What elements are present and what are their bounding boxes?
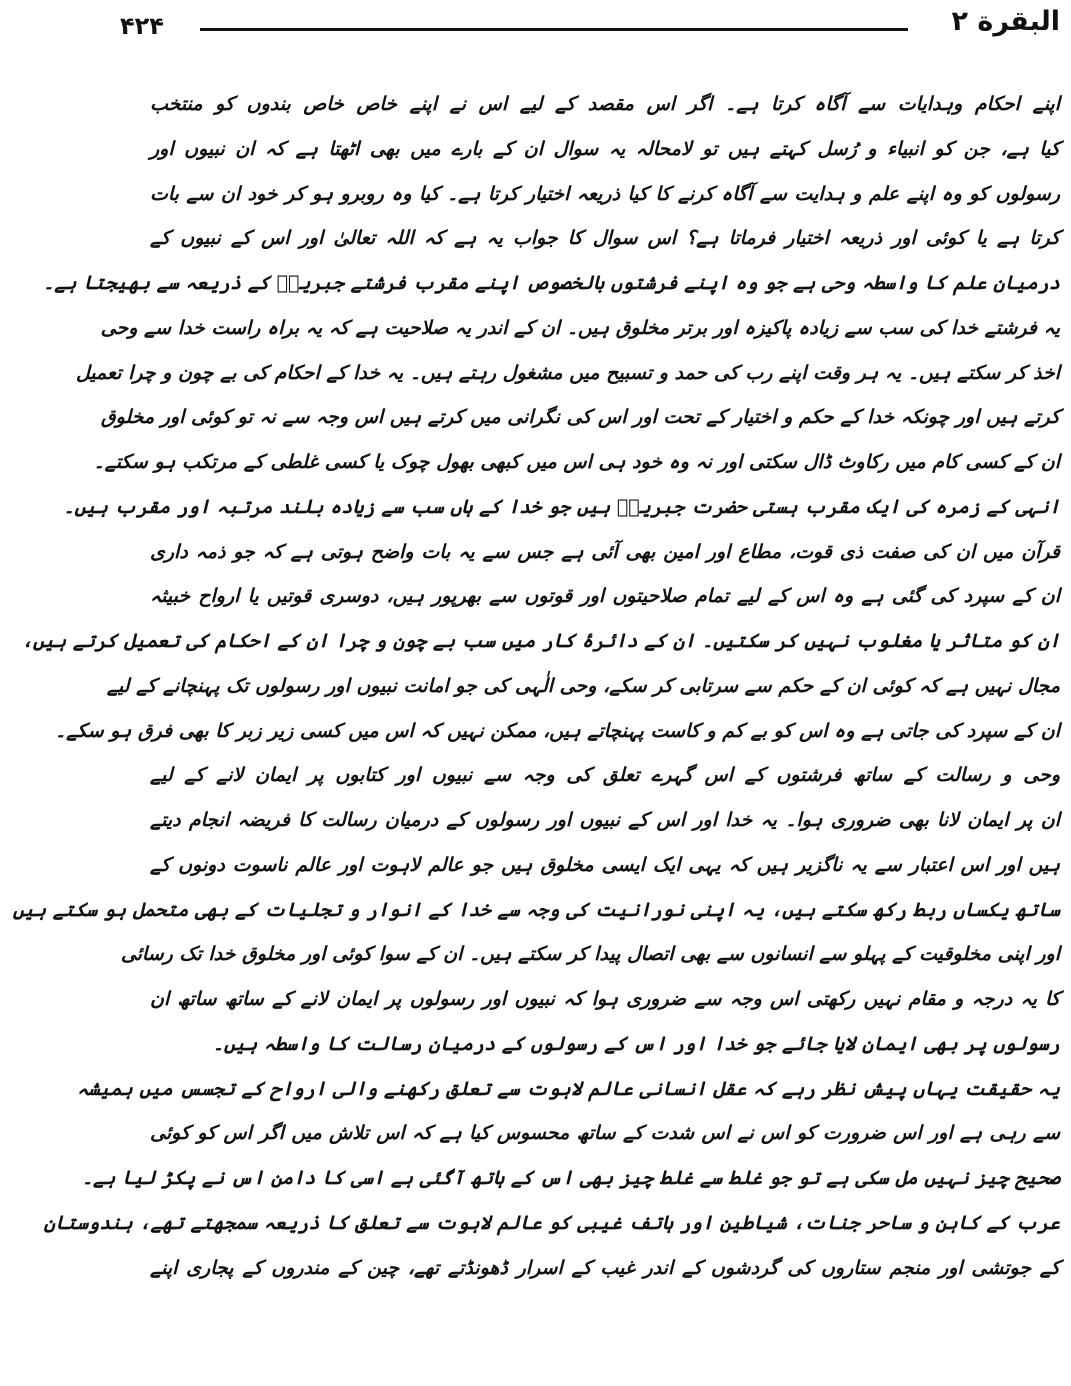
text-line: ان کے سپرد کی جاتی ہے وہ اس کو بے کم و کاست پہنچاتے ہیں، ممکن نہیں کہ اس میں کسی زیر زبر کا بھی فرق ہو سکے۔ — [55, 719, 1060, 742]
text-line: مجال نہیں ہے کہ کوئی ان کے حکم سے سرتابی کر سکے، وحی الٰہی کی جو امانت نبیوں اور رسولوں تک پہنچانے کے لیے — [106, 674, 1060, 697]
header-rule — [200, 28, 908, 31]
text-line: ان کے کسی کام میں رکاوٹ ڈال سکتی اور نہ وہ خود ہی اس میں کبھی بھول چوک یا کسی غلطی کے مرتکب ہو سکتے۔ — [93, 451, 1060, 473]
text-line: کیا ہے، جن کو انبیاء و رُسل کہتے ہیں تو لامحالہ یہ سوال ان کے بارے میں بھی اٹھتا ہے کہ ان نبیوں اور — [150, 137, 1060, 160]
running-title: البقرة ۲ — [951, 6, 1060, 37]
text-line: کرتا ہے یا کوئی اور ذریعہ اختیار فرماتا ہے؟ اس سوال کا جواب یہ ہے کہ اللہ تعالیٰ اور اس کے نبیوں کے — [150, 227, 1060, 250]
text-line: رسولوں کو وہ اپنے علم و ہدایت سے آگاہ کرنے کا کیا ذریعہ اختیار کرتا ہے۔ کیا وہ روبرو ہو کر خود ان سے بات — [150, 182, 1060, 205]
text-line: ہیں اور اس اعتبار سے یہ ناگزیر ہیں کہ یہی ایک ایسی مخلوق ہیں جو عالم لاہوت اور عالم ناسوت دونوں کے — [150, 853, 1060, 876]
text-line: اپنے احکام وہدایات سے آگاہ کرتا ہے۔ اگر اس مقصد کے لیے اس نے اپنے خاص خاص بندوں کو منتخب — [150, 93, 1060, 115]
text-line: اخذ کر سکتے ہیں۔ یہ ہر وقت اپنے رب کی حمد و تسبیح میں مشغول رہتے ہیں۔ یہ خدا کے احکام کی بے چون و چرا تعمیل — [75, 361, 1060, 384]
text-line: کرتے ہیں اور چونکہ خدا کے حکم و اختیار کے تحت اور اس کی نگرانی میں کرتے ہیں اس وجہ سے نہ تو کوئی اور مخلوق — [100, 406, 1060, 429]
text-line: ان کو متاثر یا مغلوب نہیں کر سکتیں۔ ان کے دائرۂ کار میں سب بے چون و چرا ان کے احکام کی تعمیل کرتے ہیں، — [21, 630, 1060, 652]
body-text — [12, 82, 1060, 1290]
text-line: سے رہی ہے اور اس ضرورت کو اس نے اس شدت کے ساتھ محسوس کیا ہے کہ اس تلاش میں اگر اس کو کوئی — [150, 1122, 1060, 1145]
text-line: قرآن میں ان کی صفت ذی قوت، مطاع اور امین بھی آئی ہے جس سے یہ بات واضح ہوتی ہے کہ جو ذمہ داری — [150, 540, 1060, 563]
text-line: صحیح چیز نہیں مل سکی ہے تو جو غلط سے غلط چیز بھی اس کے ہاتھ آگئی ہے اسی کا دامن اس نے پکڑ لیا ہے۔ — [81, 1167, 1060, 1189]
text-line: کے جوتشی اور منجم ستاروں کی گردشوں کے اندر غیب کے اسرار ڈھونڈتے تھے، چین کے مندروں کے پجاری اپنے — [150, 1256, 1060, 1279]
text-line: کا یہ درجہ و مقام نہیں رکھتی اس وجہ سے ضروری ہوا کہ نبیوں اور رسولوں پر ایمان لانے کے ساتھ ساتھ ان — [150, 988, 1060, 1010]
text-line: ان کے سپرد کی گئی ہے وہ اس کے لیے تمام صلاحیتوں اور قوتوں سے بھرپور ہیں، دوسری قوتیں یا ارواح خبیثہ — [150, 585, 1060, 608]
text-line: انہی کے زمرہ کی ایک مقرب ہستی حضرت جبریلؑ ہیں جو خدا کے ہاں سب سے زیادہ بلند مرتبہ اور مقرب ہیں۔ — [63, 495, 1060, 518]
text-line: رسولوں پر بھی ایمان لایا جائے جو خدا اور اس کے رسولوں کے درمیان رسالت کا واسطہ ہیں۔ — [212, 1032, 1060, 1055]
text-line: ان پر ایمان لانا بھی ضروری ہوا۔ یہ خدا اور اس کے نبیوں اور رسولوں کے درمیان رسالت کا فریضہ انجام دیتے — [150, 809, 1060, 831]
page-header — [120, 6, 1060, 46]
text-line: ساتھ یکساں ربط رکھ سکتے ہیں، یہ اپنی نورانیت کی وجہ سے خدا کے انوار و تجلیات کے بھی متحمل ہو سکتے ہیں — [12, 898, 1060, 921]
text-line: یہ حقیقت یہاں پیش نظر رہے کہ عقل انسانی عالم لاہوت سے تعلق رکھنے والی ارواح کے تجسس میں ہمیشہ — [77, 1077, 1060, 1100]
text-line: یہ فرشتے خدا کی سب سے زیادہ پاکیزہ اور برتر مخلوق ہیں۔ ان کے اندر یہ صلاحیت ہے کہ یہ براہ راست خدا سے وحی — [100, 316, 1060, 339]
text-line: وحی و رسالت کے ساتھ فرشتوں کے اس گہرے تعلق کی وجہ سے نبیوں اور کتابوں پر ایمان لانے کے لیے — [150, 764, 1060, 787]
text-line: اور اپنی مخلوقیت کے پہلو سے انسانوں سے بھی اتصال پیدا کر سکتے ہیں۔ ان کے سوا کوئی اور مخلوق خدا تک رسائی — [120, 943, 1060, 966]
page-number: ۴۲۴ — [120, 12, 164, 40]
text-line: درمیان علم کا واسطہ وحی ہے جو وہ اپنے فرشتوں بالخصوص اپنے مقرب فرشتے جبریلؑ کے ذریعہ سے بھیجتا ہے۔ — [43, 272, 1060, 294]
text-line: عرب کے کاہن و ساحر جنات، شیاطین اور ہاتف غیبی کو عالم لاہوت سے تعلق کا ذریعہ سمجھتے تھے، ہندوستان — [43, 1211, 1060, 1234]
